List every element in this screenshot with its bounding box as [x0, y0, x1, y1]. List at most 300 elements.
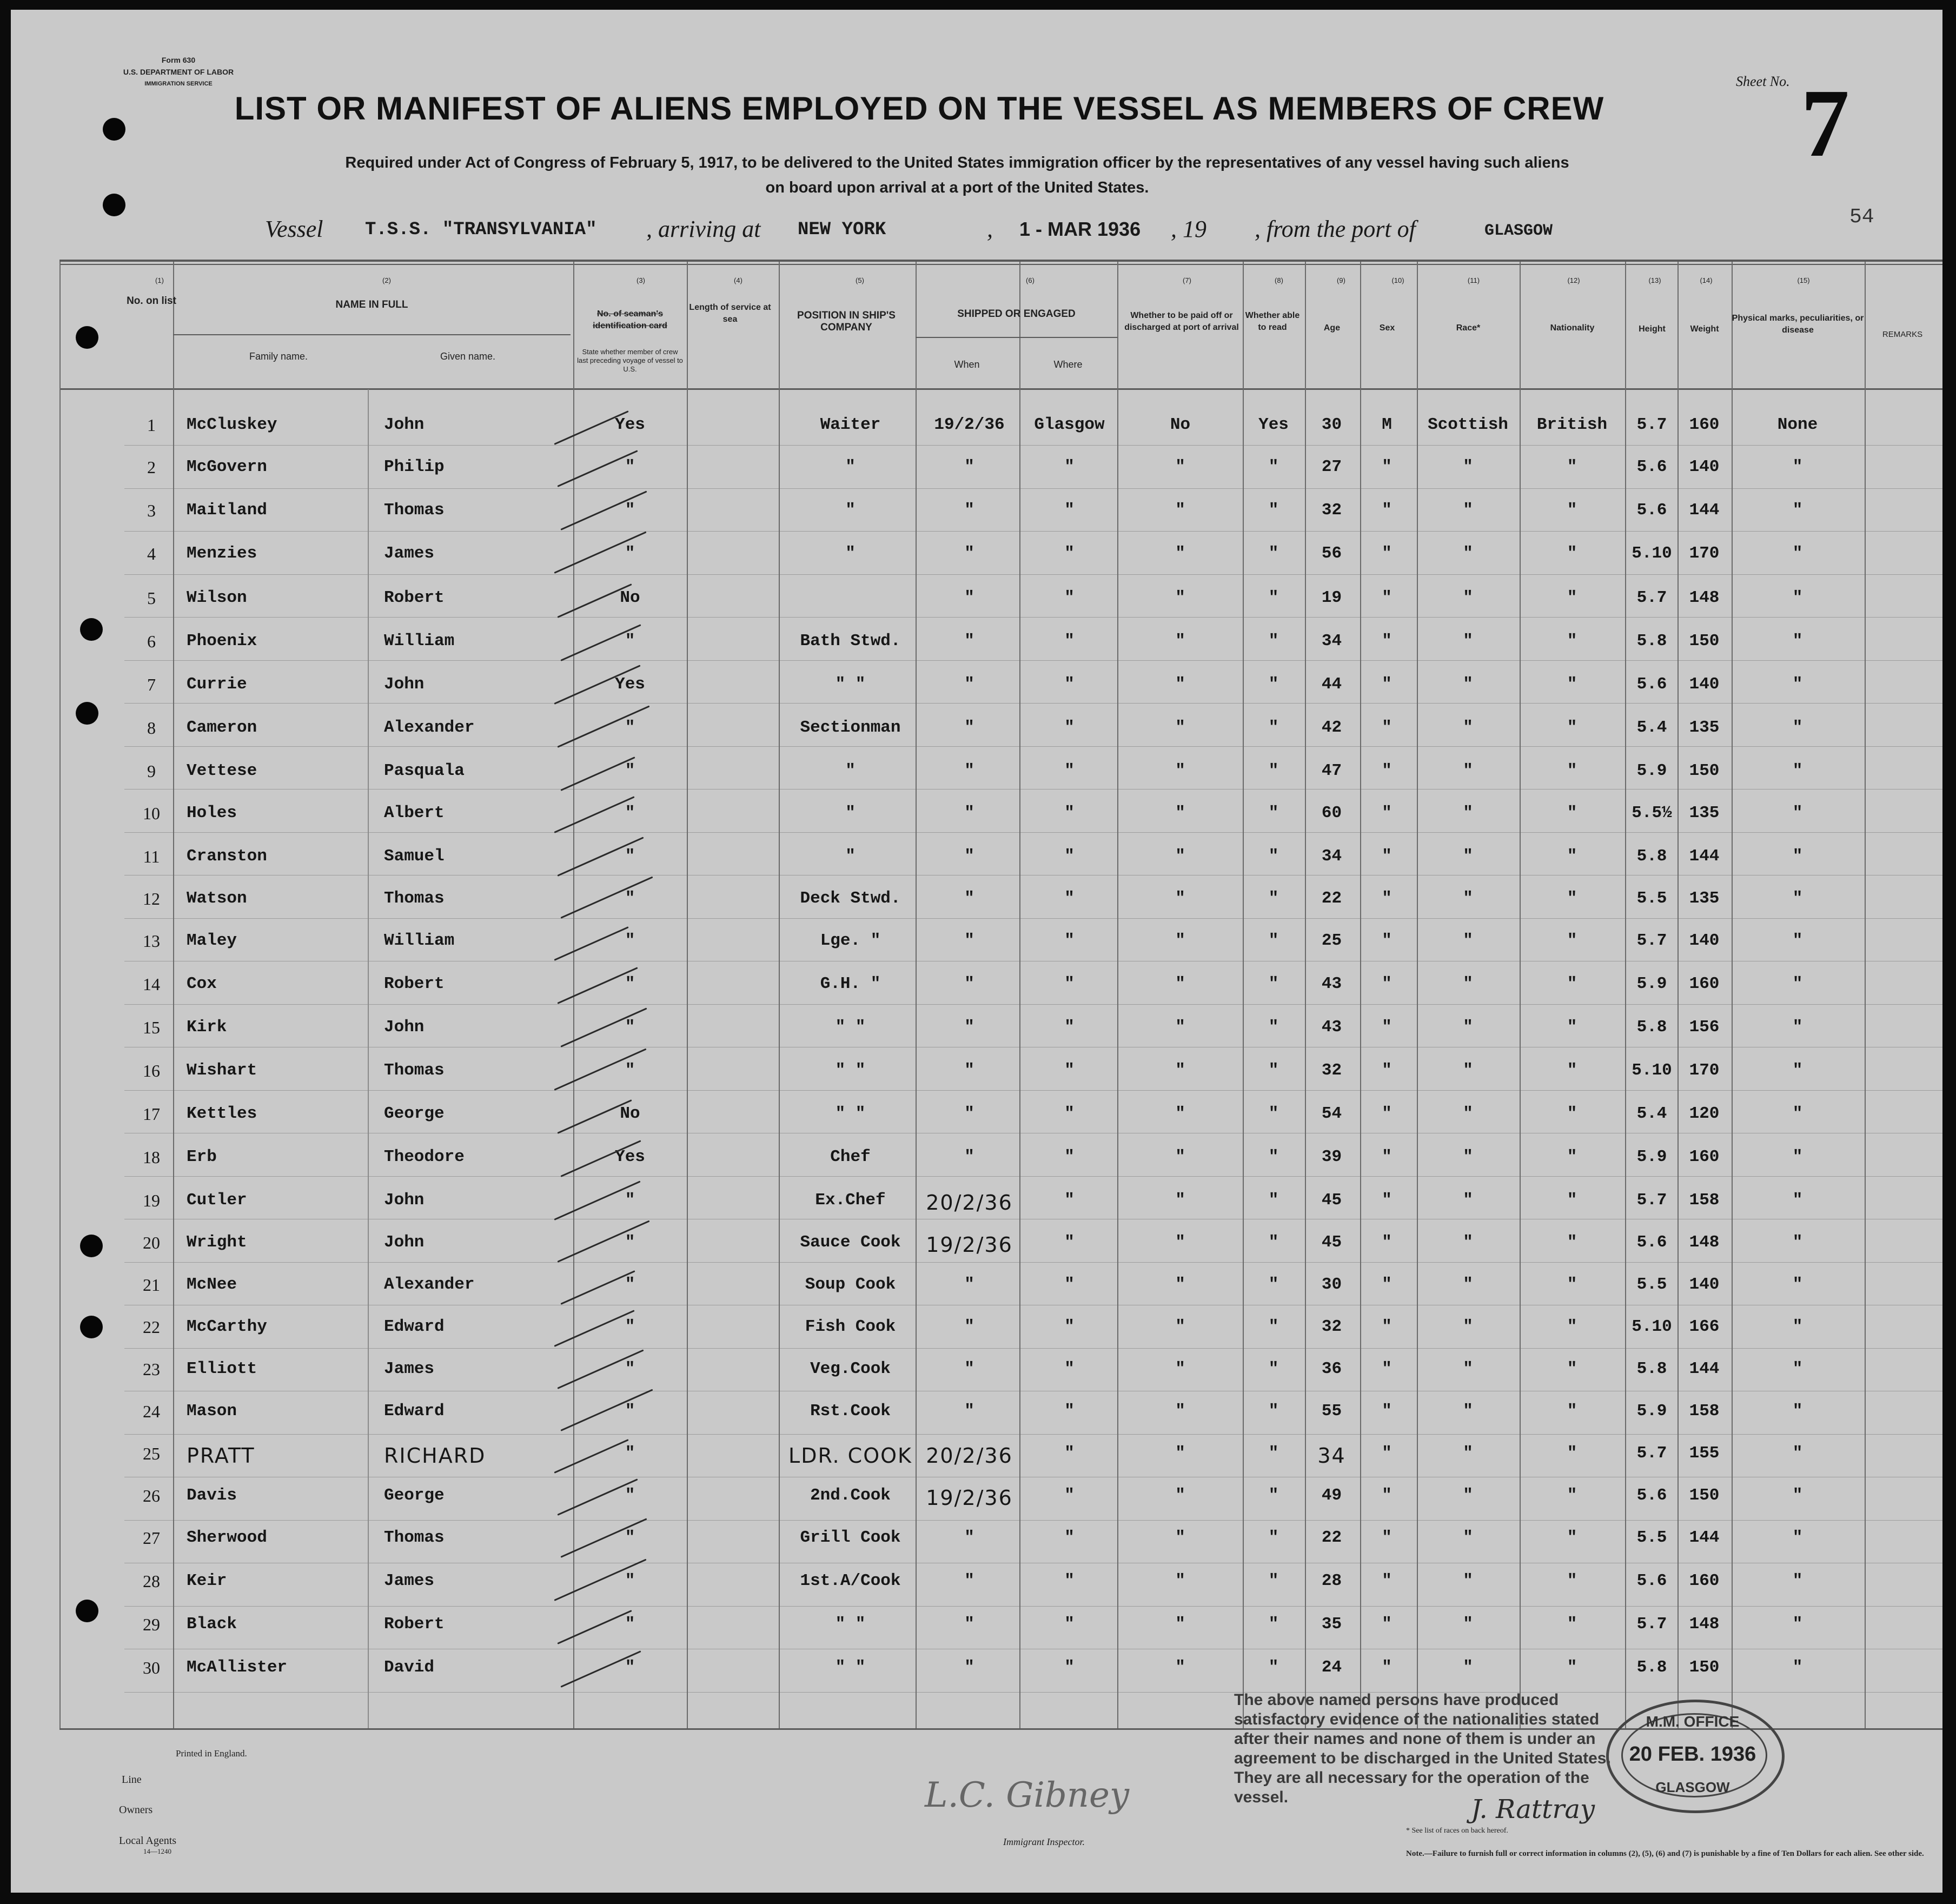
height: 5.8	[1636, 1658, 1667, 1677]
family-name: Cox	[187, 974, 217, 993]
given-name: James	[384, 544, 435, 563]
position: G.H. "	[820, 974, 881, 993]
able-to-read: "	[1268, 1018, 1279, 1037]
able-to-read: "	[1268, 1571, 1279, 1590]
height: 5.10	[1632, 1317, 1672, 1336]
age: 32	[1321, 1061, 1342, 1080]
family-name: McCarthy	[187, 1317, 267, 1336]
sex: "	[1382, 1658, 1392, 1677]
weight: 150	[1689, 761, 1720, 780]
physical-marks: "	[1792, 1658, 1803, 1677]
punch-hole	[76, 326, 98, 349]
position: 2nd.Cook	[810, 1486, 891, 1505]
race: "	[1463, 1233, 1473, 1252]
departure-port: GLASGOW	[1484, 222, 1553, 240]
given-name: Robert	[384, 974, 445, 993]
family-name: Holes	[187, 804, 237, 822]
previous-voyage: "	[625, 1317, 635, 1336]
family-name: McNee	[187, 1275, 237, 1294]
sex: "	[1382, 1061, 1392, 1080]
shipped-where: "	[1064, 889, 1075, 908]
weight: 144	[1689, 847, 1720, 866]
shipped-when: "	[964, 1018, 974, 1037]
weight: 140	[1689, 1275, 1720, 1294]
vessel-label: Vessel	[265, 216, 323, 242]
nationality: "	[1567, 501, 1577, 520]
nationality: British	[1536, 415, 1608, 434]
shipped-where: "	[1064, 1528, 1075, 1547]
race: "	[1463, 544, 1473, 563]
inspector-label: Immigrant Inspector.	[1003, 1836, 1085, 1847]
given-name: Samuel	[384, 847, 445, 866]
shipped-where: "	[1064, 501, 1075, 520]
race: "	[1463, 889, 1473, 908]
race: "	[1463, 847, 1473, 866]
header-able-read: Whether able to read	[1245, 311, 1300, 332]
physical-marks: "	[1792, 1402, 1803, 1421]
position: "	[845, 501, 856, 520]
height: 5.6	[1636, 1486, 1667, 1505]
column-number: (9)	[1337, 276, 1345, 284]
age: 34	[1317, 1444, 1346, 1468]
column-number: (15)	[1797, 276, 1810, 284]
paid-off: "	[1175, 1615, 1185, 1634]
column-divider	[1417, 262, 1418, 1728]
sex: "	[1382, 1402, 1392, 1421]
previous-voyage: "	[625, 1528, 635, 1547]
shipped-where: "	[1064, 1486, 1075, 1505]
shipped-when: "	[964, 1359, 974, 1378]
header-id-card-struck: No. of seaman's identification card	[593, 309, 667, 330]
previous-voyage: Yes	[615, 1147, 645, 1166]
nationality: "	[1567, 457, 1577, 476]
position: Grill Cook	[800, 1528, 901, 1547]
given-name: Pasquala	[384, 761, 465, 780]
paid-off: "	[1175, 1191, 1185, 1210]
given-name: James	[384, 1359, 435, 1378]
row-number: 5	[147, 588, 156, 608]
sheet-number: 7	[1801, 69, 1849, 177]
header-no-on-list: No. on list	[127, 295, 176, 307]
family-name: Cameron	[187, 718, 257, 737]
age: 24	[1321, 1658, 1342, 1677]
able-to-read: "	[1268, 1061, 1279, 1080]
shipped-where: "	[1064, 847, 1075, 866]
shipped-where: "	[1064, 1018, 1075, 1037]
sex: "	[1382, 588, 1392, 607]
header-physical-marks: Physical marks, peculiarities, or disease	[1732, 314, 1864, 335]
header-remarks: REMARKS	[1882, 330, 1923, 339]
column-divider	[1019, 337, 1020, 1728]
row-number: 25	[143, 1444, 160, 1463]
able-to-read: "	[1268, 675, 1279, 694]
office-stamp-city: GLASGOW	[1655, 1779, 1730, 1795]
age: 34	[1321, 632, 1342, 651]
row-line	[124, 445, 1942, 446]
punch-hole	[76, 1600, 98, 1622]
height: 5.10	[1632, 544, 1672, 563]
nationality: "	[1567, 1061, 1577, 1080]
previous-voyage: "	[625, 1275, 635, 1294]
physical-marks: "	[1792, 544, 1803, 563]
row-number: 17	[143, 1104, 160, 1124]
position: Rst.Cook	[810, 1402, 891, 1421]
physical-marks: "	[1792, 1571, 1803, 1590]
paid-off: "	[1175, 1147, 1185, 1166]
row-line	[124, 832, 1942, 833]
race: "	[1463, 718, 1473, 737]
able-to-read: "	[1268, 1615, 1279, 1634]
weight: 155	[1689, 1444, 1720, 1463]
position: Deck Stwd.	[800, 889, 901, 908]
able-to-read: "	[1268, 632, 1279, 651]
height: 5.7	[1636, 588, 1667, 607]
header-height: Height	[1639, 324, 1666, 334]
header-when: When	[954, 359, 980, 370]
position: " "	[835, 1061, 866, 1080]
previous-voyage: "	[625, 1444, 635, 1463]
shipped-when: "	[964, 457, 974, 476]
nationality: "	[1567, 1486, 1577, 1505]
column-divider	[173, 262, 174, 1728]
family-name: McGovern	[187, 457, 267, 476]
race: "	[1463, 1191, 1473, 1210]
shipped-when: 20/2/36	[926, 1444, 1013, 1468]
given-name: William	[384, 632, 455, 651]
position: "	[845, 544, 856, 563]
position: Chef	[830, 1147, 871, 1166]
sex: "	[1382, 1233, 1392, 1252]
row-number: 27	[143, 1528, 160, 1548]
previous-voyage: "	[625, 1615, 635, 1634]
height: 5.6	[1636, 457, 1667, 476]
age: 32	[1321, 1317, 1342, 1336]
physical-marks: "	[1792, 1104, 1803, 1123]
column-divider	[1520, 262, 1521, 1728]
able-to-read: "	[1268, 718, 1279, 737]
paid-off: "	[1175, 1018, 1185, 1037]
column-number: (7)	[1183, 276, 1191, 284]
position: " "	[835, 1658, 866, 1677]
height: 5.7	[1636, 1615, 1667, 1634]
shipped-where: "	[1064, 1571, 1075, 1590]
physical-marks: "	[1792, 718, 1803, 737]
row-line	[124, 531, 1942, 532]
able-to-read: "	[1268, 544, 1279, 563]
nationality: "	[1567, 632, 1577, 651]
shipped-when: 20/2/36	[926, 1191, 1013, 1215]
row-line	[124, 1606, 1942, 1607]
given-name: David	[384, 1658, 435, 1677]
sex: "	[1382, 632, 1392, 651]
nationality: "	[1567, 804, 1577, 822]
weight: 160	[1689, 974, 1720, 993]
shipped-when: "	[964, 1275, 974, 1294]
able-to-read: "	[1268, 974, 1279, 993]
age: 54	[1321, 1104, 1342, 1123]
paid-off: No	[1170, 415, 1191, 434]
paid-off: "	[1175, 1061, 1185, 1080]
height: 5.5	[1636, 1528, 1667, 1547]
family-name: PRATT	[187, 1444, 255, 1468]
header-age: Age	[1323, 323, 1341, 333]
weight: 150	[1689, 632, 1720, 651]
weight: 144	[1689, 501, 1720, 520]
family-name: Wilson	[187, 588, 247, 607]
given-name: Thomas	[384, 1061, 445, 1080]
column-number: (12)	[1567, 276, 1580, 284]
given-name: Robert	[384, 588, 445, 607]
given-name: Albert	[384, 804, 445, 822]
row-number: 21	[143, 1275, 160, 1295]
age: 28	[1321, 1571, 1342, 1590]
shipped-where: "	[1064, 1191, 1075, 1210]
weight: 156	[1689, 1018, 1720, 1037]
nationality: "	[1567, 718, 1577, 737]
position: Soup Cook	[805, 1275, 896, 1294]
row-number: 4	[147, 544, 156, 563]
line-label: Line	[122, 1774, 142, 1786]
previous-voyage: Yes	[615, 415, 645, 434]
height: 5.7	[1636, 1444, 1667, 1463]
shipped-where: "	[1064, 457, 1075, 476]
previous-voyage: "	[625, 632, 635, 651]
family-name: Mason	[187, 1402, 237, 1421]
age: 19	[1321, 588, 1342, 607]
row-number: 22	[143, 1317, 160, 1337]
previous-voyage: "	[625, 501, 635, 520]
paid-off: "	[1175, 1359, 1185, 1378]
paid-off: "	[1175, 1658, 1185, 1677]
row-line	[124, 1176, 1942, 1177]
race: "	[1463, 1658, 1473, 1677]
weight: 170	[1689, 544, 1720, 563]
height: 5.9	[1636, 974, 1667, 993]
race: "	[1463, 804, 1473, 822]
shipped-when: "	[964, 804, 974, 822]
name-subheader-rule	[173, 334, 571, 335]
age: 32	[1321, 501, 1342, 520]
column-number: (10)	[1391, 276, 1404, 284]
column-number: (2)	[382, 276, 391, 284]
arrival-date-stamp: 1 - MAR 1936	[1019, 218, 1141, 240]
able-to-read: "	[1268, 1444, 1279, 1463]
nationality: "	[1567, 588, 1577, 607]
sex: "	[1382, 1317, 1392, 1336]
from-port-label: , from the port of	[1255, 216, 1416, 242]
weight: 160	[1689, 1571, 1720, 1590]
race: "	[1463, 675, 1473, 694]
vessel-comma: ,	[987, 216, 993, 242]
sex: "	[1382, 1275, 1392, 1294]
physical-marks: "	[1792, 1147, 1803, 1166]
height: 5.5½	[1632, 804, 1672, 822]
given-name: William	[384, 931, 455, 950]
previous-voyage: "	[625, 1571, 635, 1590]
family-name: Black	[187, 1615, 237, 1634]
age: 49	[1321, 1486, 1342, 1505]
weight: 140	[1689, 931, 1720, 950]
previous-voyage: "	[625, 931, 635, 950]
paid-off: "	[1175, 847, 1185, 866]
able-to-read: "	[1268, 1104, 1279, 1123]
physical-marks: "	[1792, 1486, 1803, 1505]
age: 45	[1321, 1191, 1342, 1210]
service: IMMIGRATION SERVICE	[144, 81, 213, 87]
row-number: 29	[143, 1615, 160, 1634]
paid-off: "	[1175, 1571, 1185, 1590]
corner-number: 54	[1849, 205, 1874, 229]
paid-off: "	[1175, 1402, 1185, 1421]
shipped-when: "	[964, 1147, 974, 1166]
previous-voyage: "	[625, 1359, 635, 1378]
sex: "	[1382, 804, 1392, 822]
height: 5.10	[1632, 1061, 1672, 1080]
position: Bath Stwd.	[800, 632, 901, 651]
previous-voyage: No	[620, 1104, 640, 1123]
column-number: (6)	[1026, 276, 1035, 284]
column-number: (13)	[1648, 276, 1661, 284]
physical-marks: "	[1792, 1018, 1803, 1037]
shipped-where: "	[1064, 718, 1075, 737]
nationality: "	[1567, 1444, 1577, 1463]
height: 5.9	[1636, 761, 1667, 780]
sex: M	[1382, 415, 1392, 434]
shipped-when: 19/2/36	[934, 415, 1005, 434]
height: 5.6	[1636, 1571, 1667, 1590]
shipped-where: Glasgow	[1034, 415, 1105, 434]
paid-off: "	[1175, 588, 1185, 607]
shipped-when: "	[964, 761, 974, 780]
punch-hole	[80, 1235, 103, 1257]
able-to-read: "	[1268, 1275, 1279, 1294]
physical-marks: "	[1792, 974, 1803, 993]
given-name: Philip	[384, 457, 445, 476]
weight: 135	[1689, 889, 1720, 908]
row-number: 7	[147, 675, 156, 694]
row-line	[124, 918, 1942, 919]
position: " "	[835, 1018, 866, 1037]
form-number: Form 630	[161, 56, 196, 64]
shipped-where: "	[1064, 761, 1075, 780]
family-name: Davis	[187, 1486, 237, 1505]
family-name: Keir	[187, 1571, 227, 1590]
height: 5.5	[1636, 1275, 1667, 1294]
physical-marks: "	[1792, 1615, 1803, 1634]
position: "	[845, 804, 856, 822]
row-number: 24	[143, 1402, 160, 1421]
given-name: John	[384, 1233, 425, 1252]
shipped-when: "	[964, 847, 974, 866]
row-number: 8	[147, 718, 156, 738]
weight: 144	[1689, 1528, 1720, 1547]
physical-marks: "	[1792, 1317, 1803, 1336]
row-number: 12	[143, 889, 160, 908]
age: 22	[1321, 889, 1342, 908]
local-agents-label: Local Agents	[119, 1835, 177, 1847]
paid-off: "	[1175, 501, 1185, 520]
physical-marks: "	[1792, 847, 1803, 866]
nationality: "	[1567, 1104, 1577, 1123]
able-to-read: "	[1268, 1147, 1279, 1166]
nationality: "	[1567, 1615, 1577, 1634]
position: 1st.A/Cook	[800, 1571, 901, 1590]
sex: "	[1382, 1444, 1392, 1463]
header-family-name: Family name.	[249, 351, 308, 362]
nationality: "	[1567, 1658, 1577, 1677]
age: 30	[1321, 415, 1342, 434]
column-divider	[687, 262, 688, 1728]
position: "	[845, 761, 856, 780]
header-shipped-engaged: SHIPPED OR ENGAGED	[957, 308, 1076, 320]
race: "	[1463, 457, 1473, 476]
shipped-where: "	[1064, 1275, 1075, 1294]
race-note: * See list of races on back hereof.	[1406, 1827, 1508, 1835]
height: 5.5	[1636, 889, 1667, 908]
able-to-read: "	[1268, 1528, 1279, 1547]
family-name: Currie	[187, 675, 247, 694]
shipped-when: "	[964, 1658, 974, 1677]
subtitle-line-2: on board upon arrival at a port of the United States.	[765, 179, 1149, 196]
age: 60	[1321, 804, 1342, 822]
row-line	[124, 703, 1942, 704]
sex: "	[1382, 1615, 1392, 1634]
shipped-when: "	[964, 588, 974, 607]
shipped-where: "	[1064, 1233, 1075, 1252]
sex: "	[1382, 1104, 1392, 1123]
paid-off: "	[1175, 1486, 1185, 1505]
able-to-read: "	[1268, 804, 1279, 822]
height: 5.8	[1636, 1018, 1667, 1037]
weight: 140	[1689, 675, 1720, 694]
given-name: Thomas	[384, 889, 445, 908]
weight: 144	[1689, 1359, 1720, 1378]
shipped-where: "	[1064, 588, 1075, 607]
position: Sectionman	[800, 718, 901, 737]
nationality: "	[1567, 931, 1577, 950]
previous-voyage: "	[625, 1658, 635, 1677]
weight: 160	[1689, 415, 1720, 434]
weight: 148	[1689, 588, 1720, 607]
family-name: Wishart	[187, 1061, 257, 1080]
height: 5.4	[1636, 1104, 1667, 1123]
column-number: (11)	[1467, 276, 1480, 284]
height: 5.4	[1636, 718, 1667, 737]
shipped-when: 19/2/36	[926, 1233, 1013, 1257]
previous-voyage: "	[625, 761, 635, 780]
able-to-read: "	[1268, 847, 1279, 866]
column-divider	[1865, 262, 1866, 1728]
shipped-when: "	[964, 1061, 974, 1080]
physical-marks: "	[1792, 632, 1803, 651]
able-to-read: "	[1268, 1486, 1279, 1505]
race: "	[1463, 761, 1473, 780]
physical-marks: "	[1792, 889, 1803, 908]
shipped-where: "	[1064, 931, 1075, 950]
shipped-where: "	[1064, 1104, 1075, 1123]
paid-off: "	[1175, 889, 1185, 908]
race: "	[1463, 1486, 1473, 1505]
weight: 158	[1689, 1191, 1720, 1210]
race: "	[1463, 501, 1473, 520]
shipped-when: "	[964, 1104, 974, 1123]
physical-marks: "	[1792, 1359, 1803, 1378]
shipped-where: "	[1064, 974, 1075, 993]
row-line	[124, 789, 1942, 790]
shipped-when: "	[964, 1615, 974, 1634]
given-name: RICHARD	[384, 1444, 486, 1468]
row-line	[124, 1004, 1942, 1005]
